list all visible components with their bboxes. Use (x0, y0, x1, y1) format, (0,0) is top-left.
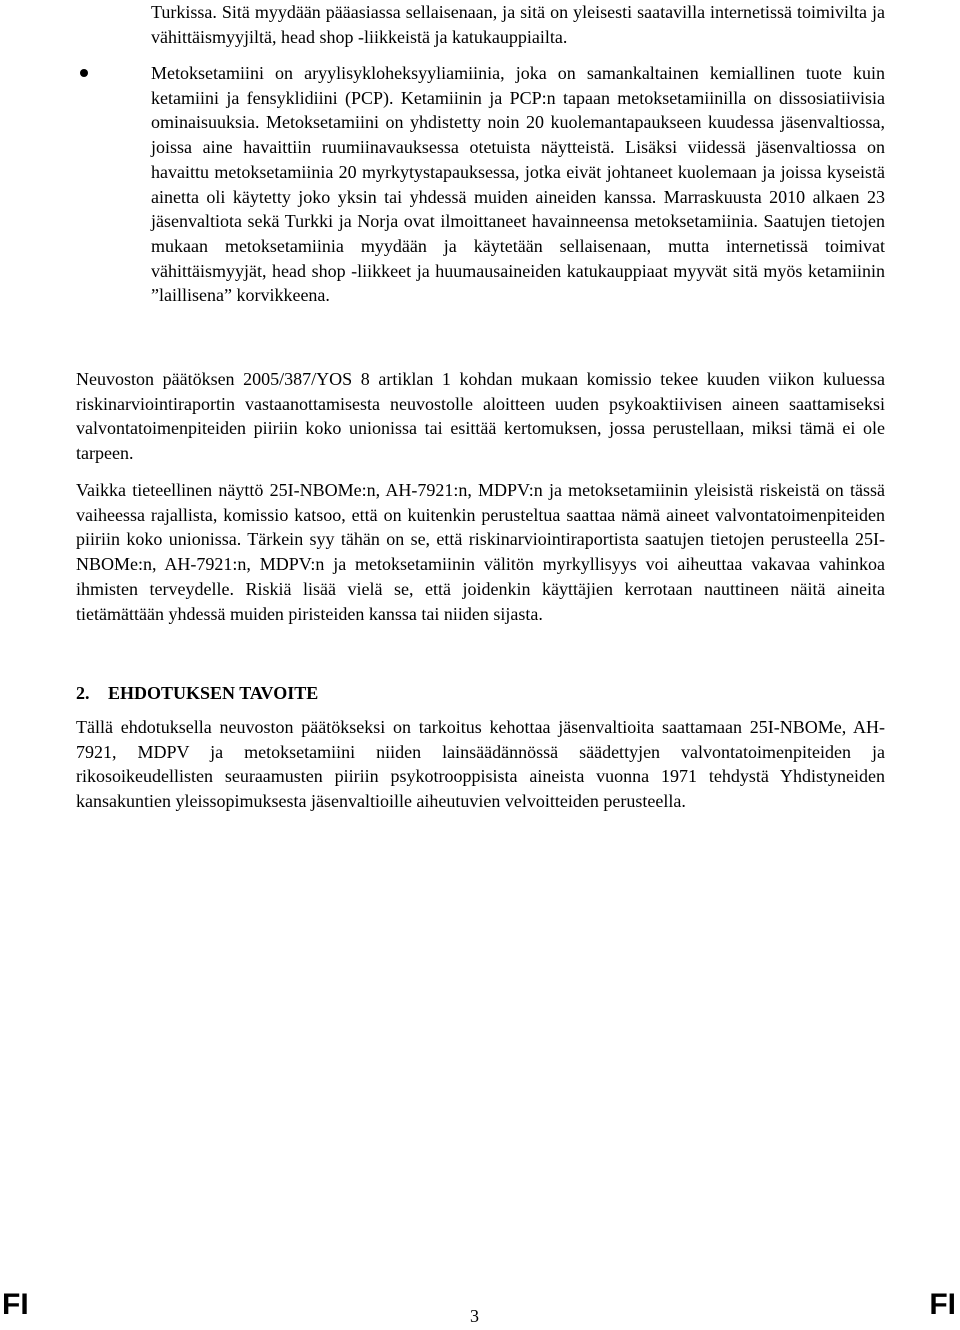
paragraph-scientific-evidence: Vaikka tieteellinen näyttö 25I-NBOMe:n, AH-7921:n, MDPV:n ja metoksetamiinin yleisistä riskeistä on tässä vaiheessa rajallista, komissio katsoo, että on kuitenkin perusteltua saattaa nämä aineet valvontatoimenpiteiden piiriin koko unionissa. Tärkein syy tähän on se, että riskinarviointiraportista saatujen tietojen perusteella 25I-NBOMe:n, AH-7921:n, MDPV:n ja metoksetamiinin välitön myrkyllisyys voi aiheuttaa vakavaa vahinkoa ihmisten terveydelle. Riskiä lisää vielä se, että joidenkin käyttäjien kerrotaan nauttineen näitä aineita tietämättään yhdessä muiden piristeiden kanssa tai niiden sijasta. (76, 480, 885, 624)
bullet-text-methoxetamine: Metoksetamiini on aryylisykloheksyyliamiinia, joka on samankaltainen kemiallinen tuote kuin ketamiini ja fensyklidiini (PCP). Ketamiinin ja PCP:n tapaan metoksetamiinilla on dissosiatiivisia ominaisuuksia. Metoksetamiini on yhdistetty noin 20 kuolemantapaukseen kuudessa jäsenvaltiossa, joissa aine havaittiin ruumiinavauksessa otetuista näytteistä. Lisäksi viidessä jäsenvaltiossa on havaittu metoksetamiinia 20 myrkytystapauksessa, jotka eivät johtaneet kuolemaan ja joissa kyseistä ainetta oli käytetty joko yksin tai yhdessä muiden aineiden kanssa. Marraskuusta 2010 alkaen 23 jäsenvaltiota sekä Turkki ja Norja ovat ilmoittaneet havainneensa metoksetamiinia. Saatujen tietojen mukaan metoksetamiinia myydään ja käytetään sellaisenaan, mutta internetissä toimivat vähittäismyyjät, head shop -liikkeet ja huumausaineiden katukauppiaat myyvät sitä myös ketamiinin ”laillisena” korvikkeena. (151, 63, 885, 306)
section-title: EHDOTUKSEN TAVOITE (108, 683, 319, 703)
page-number: 3 (470, 1306, 479, 1326)
footer-language-left: FI (2, 1288, 29, 1321)
paragraph-objective: Tällä ehdotuksella neuvoston päätökseksi on tarkoitus kehottaa jäsenvaltioita saattamaan 25I-NBOMe, AH-7921, MDPV ja metoksetamiini niiden lainsäädännössä säädettyjen valvontatoimenpiteiden ja rikosoikeudellisten seuraamusten piiriin psykotrooppisista aineista vuonna 1971 tehdystä Yhdistyneiden kansakuntien yleissopimuksesta jäsenvaltioille aiheutuvien velvoitteiden perusteella. (76, 717, 885, 812)
section-heading (76, 681, 318, 705)
paragraph-council-decision: Neuvoston päätöksen 2005/387/YOS 8 artiklan 1 kohdan mukaan komissio tekee kuuden viikon kuluessa riskinarviointiraportin vastaanottamisesta neuvostolle aloitteen uuden psykoaktiivisen aineen saattamiseksi valvontatoimenpiteiden piiriin koko unionissa tai esittää kertomuksen, jossa perustellaan, miksi tämä ei ole tarpeen. (76, 369, 885, 464)
section-number: 2. (76, 683, 90, 703)
bullet-text-continued: Turkissa. Sitä myydään pääasiassa sellaisenaan, ja sitä on yleisesti saatavilla internetissä toimivilta ja vähittäismyyjiltä, head shop -liikkeistä ja katukauppiailta. (151, 2, 885, 47)
bullet-icon (80, 69, 88, 77)
footer-language-right: FI (929, 1288, 956, 1321)
